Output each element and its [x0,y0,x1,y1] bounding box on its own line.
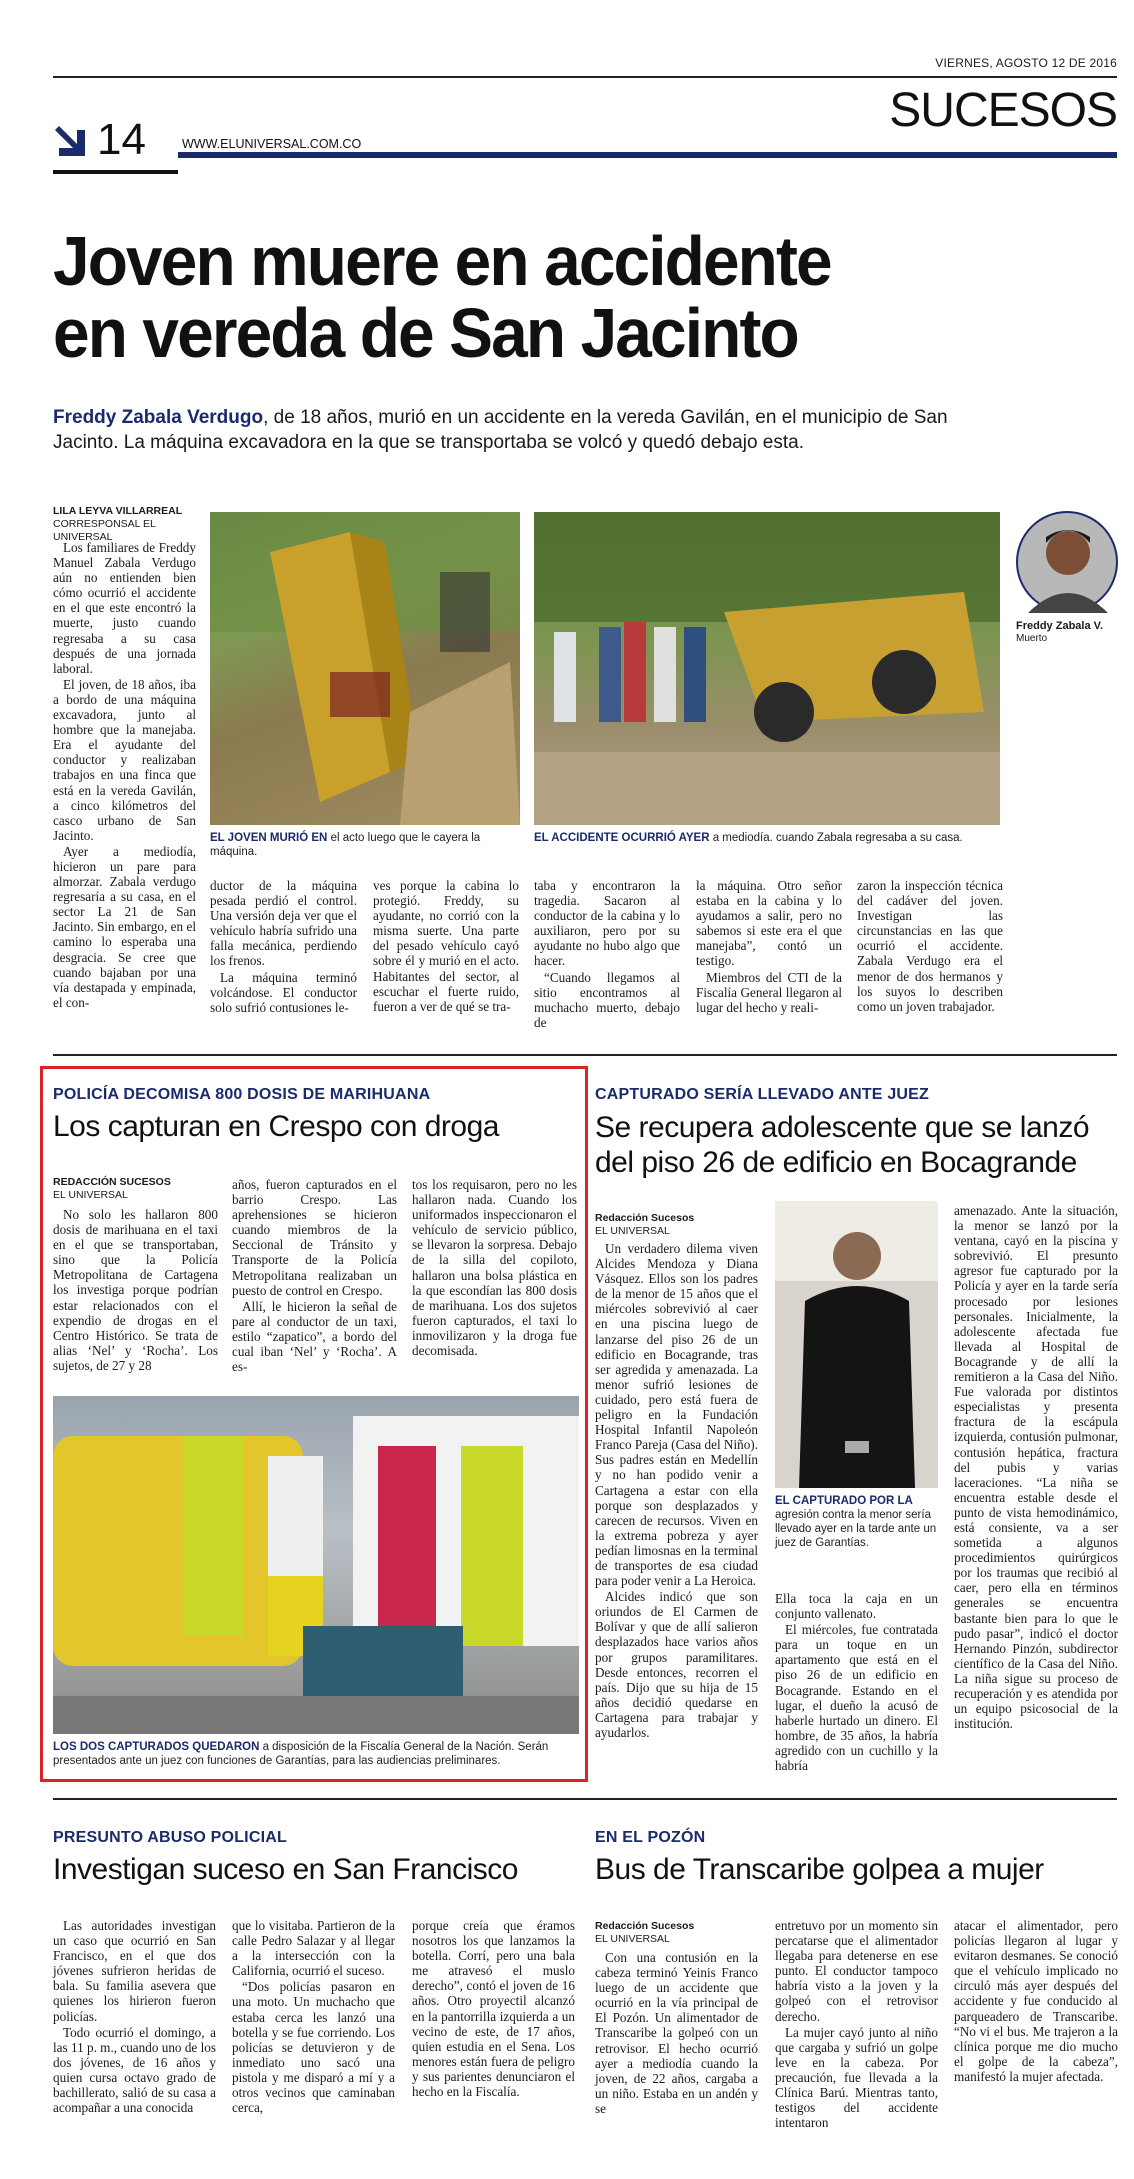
sanfrancisco-column-3 [412,1918,575,2098]
pozon-column-3 [954,1918,1118,2098]
sanfrancisco-column-2 [232,1918,395,2116]
section-name: SUCESOS [889,84,1117,137]
paragraph: porque creía que éramos nosotros los que lanzamos la botella. Corrí, pero una bala me atravesó el muslo derecho”, contó el joven de 16 años. Otro proyectil alcanzó en la pantorrilla izquierda a un vecino de este, de 17 años, quien estudia en el Sena. Los menores están fuera de peligro y sus parientes denunciaron el hecho en la Fiscalía. [412,1918,575,2100]
header-date: VIERNES, AGOSTO 12 DE 2016 [935,56,1117,70]
paragraph: la máquina. Otro señor estaba en la cabina y lo ayudamos a salir, pero no sabemos si este era el que manejaba”, contó un testigo. [696,878,842,969]
main-column-1 [53,540,196,1025]
header-bottom-rule [53,152,1117,158]
bocagrande-byline [595,1212,755,1238]
paragraph: Alcides indicó que son oriundos de El Carmen de Bolívar y que de allí salieron desplazados hace varios años por grupos paramilitares. Desde entonces, recorren el país. Dijo que su hija de 15 años decidió quedarse en Cartagena para trabajar y ayudarlos. [595,1589,758,1740]
crespo-column-1 [53,1207,218,1377]
title-line-2: del piso 26 de edificio en Bocagrande [595,1146,1077,1179]
scene-illustration [534,512,1000,825]
paragraph: atacar el alimentador, pero policías llegaron al lugar y evitaron desmanes. Se conoció que el vehículo implicado no circuló más ayer después del accidente y fue conducido al parqueadero de Transcaribe. “No vi el bus. Me trajeron a la clínica porque me dio mucho el golpe de la cabeza”, manifestó la mujer afectada. [954,1918,1118,2084]
paragraph: tos los requisaron, pero no les hallaron nada. Cuando los uniformados inspeccionaron el vehículo de servicio público, se llevaron la sorpresa. Debajo de la silla del copiloto, hallaron una bolsa plástica en la que escondían las 800 dosis de marihuana. Los dos sujetos fueron capturados, el taxi lo inmovilizaron y la droga fue decomisada. [412,1177,577,1359]
bocagrande-column-1 [595,1241,758,1776]
paragraph: El joven, de 18 años, iba a bordo de una máquina excavadora, junto al hombre que la manejaba. Era el ayudante del conductor y realizaban trabajos en una finca que está en la vereda Gavilán, a cinco kilómetros del casco urbano de San Jacinto. [53,676,196,843]
bocagrande-column-3 [954,1203,1118,1778]
caption-text: a mediodía. cuando Zabala regresaba a su casa. [709,832,963,844]
crespo-column-2 [232,1177,397,1377]
section-divider [53,1798,1117,1800]
paragraph: Las autoridades investigan un caso que ocurrió en San Francisco, en el que dos jóvenes sufrieron heridas de bala. Su familia asevera que quienes los hirieron fueron policías. [53,1918,216,2024]
portrait-name: Freddy Zabala V. [1016,620,1104,632]
bocagrande-photo-caption [775,1494,940,1550]
portrait-role: Muerto [1016,633,1048,644]
author-role: EL UNIVERSAL [53,1189,128,1201]
photo-captured-man [775,1201,938,1488]
website-url[interactable]: WWW.ELUNIVERSAL.COM.CO [182,137,362,151]
pozon-kicker: EN EL POZÓN [595,1829,706,1846]
paragraph: Ayer a mediodía, hicieron un pare para almorzar. Zabala verdugo regresaría a su casa, en el sector La 21 de San Jacinto. Sin embargo, en el camino lo esperaba una desgracia. Se cree que cuando bajaban por una vía destapada y empinada, el con- [53,843,196,1010]
excavator-illustration [210,512,520,825]
victim-portrait [1016,511,1118,613]
crespo-column-3 [412,1177,577,1377]
author-name: REDACCIÓN SUCESOS [53,1176,171,1188]
paragraph: taba y encontraron la tragedia. Sacaron al conductor de la cabina y lo auxiliaron, pero por su ayudante no hubo algo que hacer. [534,878,680,969]
sanfrancisco-kicker: PRESUNTO ABUSO POLICIAL [53,1829,287,1846]
main-headline [53,222,831,372]
paragraph: Ella toca la caja en un conjunto vallenato. [775,1591,938,1622]
section-divider [53,1054,1117,1056]
headline-line-2: en vereda de San Jacinto [53,294,798,372]
sanfrancisco-title: Investigan suceso en San Francisco [53,1853,518,1886]
paragraph: No solo les hallaron 800 dosis de marihuana en el taxi en el que se transportaban, sino que la Policía Metropolitana de Cartagena los investiga porque podrían estar relacionados con el expendio de drogas en el Centro Histórico. Se trata de alias ‘Nel’ y ‘Rocha’. Los sujetos, de 27 y 28 [53,1207,218,1373]
paragraph: “Cuando llegamos al sitio encontramos al muchacho muerto, debajo de [534,969,680,1030]
caption-lead: LOS DOS CAPTURADOS QUEDARON [53,1741,260,1753]
photo2-caption [534,831,1004,845]
crespo-byline [53,1176,213,1202]
bocagrande-kicker: CAPTURADO SERÍA LLEVADO ANTE JUEZ [595,1086,930,1103]
main-column-2 [210,878,357,1028]
sanfrancisco-column-1 [53,1918,216,2116]
bocagrande-column-2 [775,1591,938,1776]
author-role: EL UNIVERSAL [595,1933,670,1945]
person-icon [1018,513,1118,613]
pozon-column-2 [775,1918,938,2131]
main-column-5 [696,878,842,1028]
author-name: Redacción Sucesos [595,1920,695,1932]
paragraph: “Dos policías pasaron en una moto. Un muchacho que estaba cerca les lanzó una botella y se fue corriendo. Los policías se detuvieron y de inmediato uno sacó una pistola y me disparó a mí y a otros vecinos que caminaban cerca, [232,1979,395,2116]
paragraph: zaron la inspección técnica del cadáver del joven. Investigan las circunstancias en las que ocurrió el accidente. Zabala Verdugo era el menor de dos hermanos y los suyos lo describen como un joven trabajador. [857,878,1003,1014]
pozon-title: Bus de Transcaribe golpea a mujer [595,1853,1044,1886]
paragraph: amenazado. Ante la situación, la menor se lanzó por la ventana, cayó en la piscina y sobrevivió. El presunto agresor fue capturado por la Policía y ayer en la tarde sería procesado por lesiones personales. Inicialmente, la adolescente afectada fue llevada al Hospital de Bocagrande y de allí la remitieron a la Casa del Niño. Fue valorada por distintos especialistas y presenta fractura de la escápula izquierda, contusión pulmonar, contusión hepática, fractura del pubis y varias laceraciones. “La niña se encuentra estable desde el punto de vista hemodinámico, está consiente, va a ser sometida a algunos procedimientos quirúrgicos por los traumas que recibió al caer, pero ella en términos generales se encuentra bastante bien para lo que le pudo pasar”, indicó el doctor Hernando Pinzón, subdirector científico de la Casa del Niño. La niña sigue su proceso de recuperación y es atendida por un equipo psicosocial de la institución. [954,1203,1118,1732]
pozon-column-1 [595,1950,758,2116]
main-column-3 [373,878,519,1028]
photo-accident-scene [534,512,1000,825]
author-name: Redacción Sucesos [595,1212,695,1224]
paragraph: años, fueron capturados en el barrio Crespo. Las aprehensiones se hicieron cuando miembros de la Seccional de Tránsito y Transporte de la Policía Metropolitana realizaban un puesto de control en Crespo. [232,1177,397,1298]
paragraph: Los familiares de Freddy Manuel Zabala Verdugo aún no entienden bien cómo ocurrió el accidente en el que este encontró la muerte, justo cuando regresaba a su casa después de una jornada laboral. [53,540,196,676]
paragraph: La máquina terminó volcándose. El conductor solo sufrió contusiones le- [210,969,357,1015]
photo1-caption [210,831,530,859]
crespo-kicker: POLICÍA DECOMISA 800 DOSIS DE MARIHUANA [53,1086,431,1103]
paragraph: Miembros del CTI de la Fiscalía General llegaron al lugar del hecho y reali- [696,969,842,1015]
main-column-6 [857,878,1003,1028]
paragraph: El miércoles, fue contratada para un toque en un apartamento que está en el piso 26 de un edificio en Bocagrande. Estando en el lugar, el dueño la acusó de haberle hurtado un dinero. El hombre, de 35 años, la habría agredido con un cuchillo y la habría [775,1622,938,1774]
paragraph: Un verdadero dilema viven Alcides Mendoza y Diana Vásquez. Ellos son los padres de la menor de 15 años que el miércoles sobrevivió al caer en una piscina luego de lanzarse del piso 26 de un edificio en Bocagrande, tras ser agredida y amenazada. La menor sufrió lesiones de cuidado, pero está fuera de peligro en la Fundación Hospital Infantil Napoleón Franco Pareja (Casa del Niño). Sus padres están en Medellín y no han podido venir a Cartagena a estar con ella porque son desplazados y carecen de recursos. Viven en la extrema pobreza y ayer pedían limosnas en la terminal de transportes de esa ciudad para poder venir a La Heroica. [595,1241,758,1589]
main-byline [53,505,203,544]
paragraph: que lo visitaba. Partieron de la calle Pedro Salazar y al llegar a la intersección con la California, ocurrió el suceso. [232,1918,395,1979]
page-number: 14 [97,115,146,164]
author-role: EL UNIVERSAL [595,1225,670,1237]
paragraph: Con una contusión en la cabeza terminó Yeinis Franco luego de un accidente que ocurrió en la vía principal de El Pozón. Un alimentador de Transcaribe la golpeó con un retrovisor. El hecho ocurrió ayer a mediodía cuando la joven, de 22 años, cargaba a un niño. Estaba en un andén y se [595,1950,758,2116]
headline-line-1: Joven muere en accidente [53,222,831,300]
paragraph: ductor de la máquina pesada perdió el control. Una versión deja ver que el vehículo habría sufrido una falla mecánica, perdiendo los frenos. [210,878,357,969]
suspects-illustration [53,1396,579,1734]
paragraph: Todo ocurrió el domingo, a las 11 p. m., cuando uno de los dos jóvenes, de 16 años y quien cursa octavo grado de bachillerato, salió de su casa a acompañar a una conocida [53,2024,216,2116]
header-top-rule [53,76,1117,78]
captured-man-illustration [775,1201,938,1488]
deck-name: Freddy Zabala Verdugo [53,407,264,428]
caption-text: agresión contra la menor sería llevado ayer en la tarde ante un juez de Garantías. [775,1509,937,1549]
author-role: CORRESPONSAL EL UNIVERSAL [53,518,156,543]
crespo-photo-caption [53,1740,579,1768]
paragraph: La mujer cayó junto al niño que cargaba y sufrió un golpe leve en la cabeza. Por precaución, fue llevada a la Clínica Barú. Mientras tanto, testigos del accidente intentaron [775,2024,938,2131]
bocagrande-title [595,1110,1089,1180]
arrow-down-right-icon [55,120,95,160]
paragraph: Allí, le hicieron la señal de pare al conductor de un taxi, estilo “zapatico”, a bordo del cual iban ‘Nel’ y ‘Rocha’. A es- [232,1298,397,1375]
page-number-box [53,115,178,174]
pozon-byline [595,1920,755,1946]
main-column-4 [534,878,680,1028]
paragraph: ves porque la cabina lo protegió. Freddy, su ayudante, no corrió con la misma suerte. Una parte del pesado vehículo cayó sobre él y murió en el acto. Habitantes del sector, al escuchar el fuerte ruido, fueron a ver de qué se tra- [373,878,519,1014]
photo-captured-suspects [53,1396,579,1734]
title-line-1: Se recupera adolescente que se lanzó [595,1111,1090,1144]
deck-text: , de 18 años, murió en un accidente en la vereda Gavilán, en el municipio de San Jacinto. La máquina excavadora en la que se transportaba se volcó y quedó debajo esta. [53,407,948,453]
photo-excavator-closeup [210,512,520,825]
caption-lead: EL CAPTURADO POR LA [775,1495,913,1507]
paragraph: entretuvo por un momento sin percatarse que el alimentador llegaba para detenerse en ese punto. El conductor tampoco habría visto a la joven y la golpeó con el retrovisor derecho. [775,1918,938,2024]
caption-lead: EL JOVEN MURIÓ EN [210,832,328,844]
main-deck [53,405,993,455]
caption-lead: EL ACCIDENTE OCURRIÓ AYER [534,832,710,844]
author-name: LILA LEYVA VILLARREAL [53,505,183,517]
caption-text: a disposición de la Fiscalía General de la Nación. Serán presentados ante un juez con funciones de Garantías, para las audiencias preliminares. [53,1741,549,1767]
caption-text: el acto luego que le cayera la máquina. [210,832,481,858]
crespo-title: Los capturan en Crespo con droga [53,1110,499,1143]
